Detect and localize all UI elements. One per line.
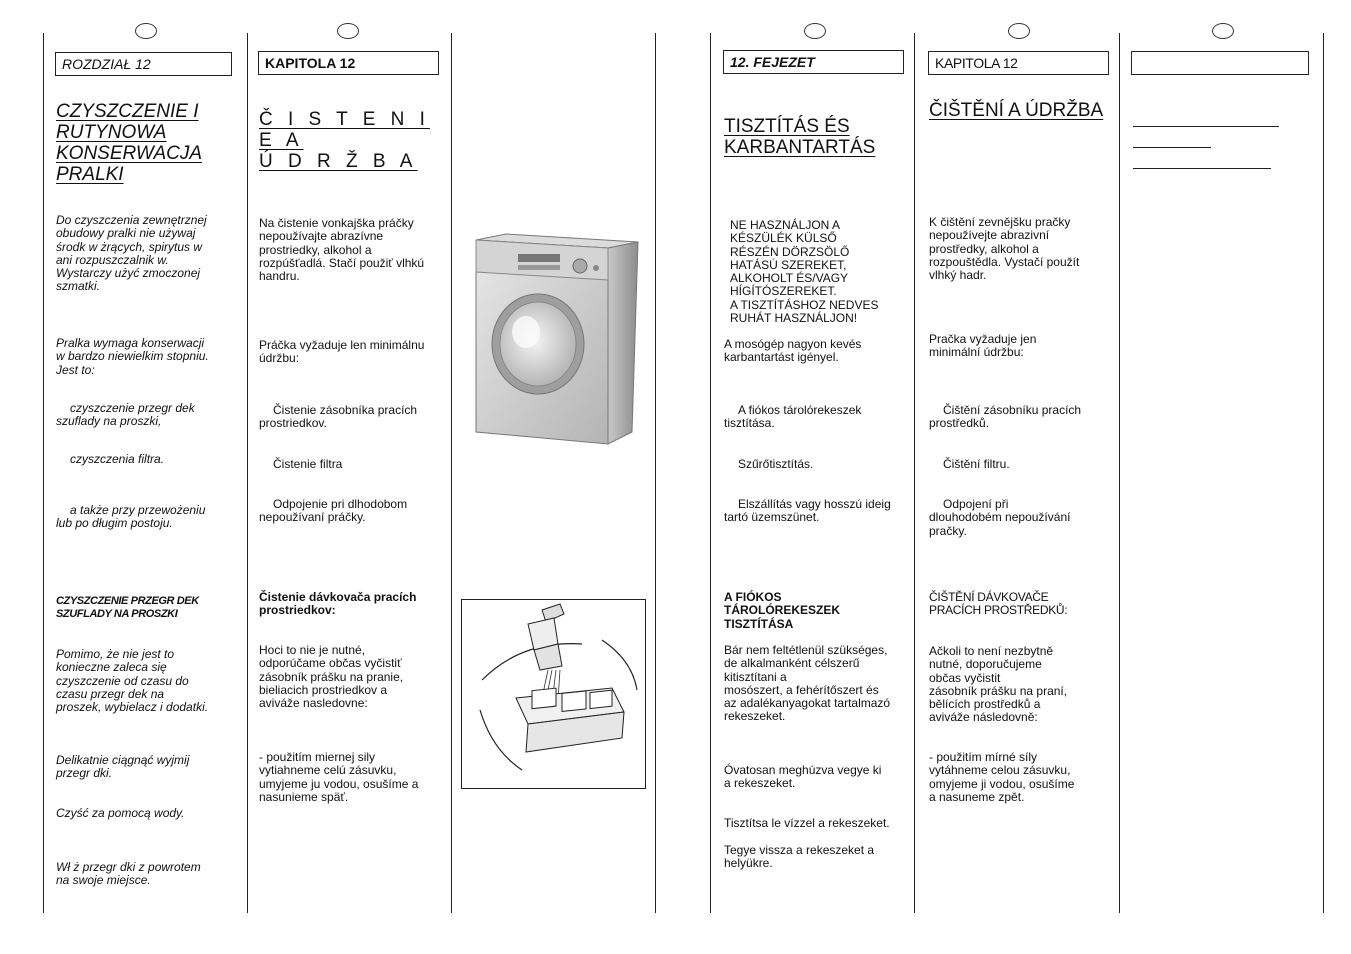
maintenance-paragraph: Práčka vyžaduje len minimálnu údržbu: [259, 338, 425, 366]
maintenance-item: A fiókos tárolórekeszek tisztítása. [724, 403, 862, 431]
blank-line [1133, 147, 1211, 148]
section-title: TISZTÍTÁS ÉS KARBANTARTÁS [724, 116, 876, 158]
washing-machine-illustration [470, 232, 642, 448]
maintenance-item: czyszczenia filtra. [70, 452, 165, 466]
subsection-paragraph: Ačkoli to není nezbytně nutné, doporučujeme občas vyčistit zásobník prášku na praní, bělících prostředků a aviváže následovně: [929, 644, 1068, 725]
column-rule [1119, 33, 1120, 913]
language-marker [1008, 23, 1030, 39]
column-rule [914, 33, 915, 913]
intro-paragraph: K čištění zevnějšku pračky nepoužívejte abrazivní prostředky, alkohol a rozpouštědla. Vystačí použít vlhký hadr. [929, 215, 1080, 283]
instruction-step: Wł ż przegr dki z powrotem na swoje miejsce. [56, 860, 201, 888]
instruction-step: Delikatnie ciągnąć wyjmij przegr dki. [56, 753, 190, 781]
section-title: ČIŠTĚNÍ A ÚDRŽBA [929, 100, 1104, 121]
subsection-paragraph: Pomimo, że nie jest to konieczne zaleca się czyszczenie od czasu do czasu przegr dek na proszek, wybielacz i dodatki. [56, 647, 209, 715]
subsection-heading: Čistenie dávkovača pracích prostriedkov: [259, 590, 417, 618]
language-marker [804, 23, 826, 39]
maintenance-item: Čistenie filtra [273, 457, 343, 471]
instruction-step: Óvatosan meghúzva vegye ki a rekeszeket. [724, 763, 882, 791]
column-rule [710, 33, 711, 913]
language-marker [135, 23, 157, 39]
maintenance-item: Čištění zásobníku pracích prostředků. [929, 403, 1082, 431]
section-title: Č I S T E N I E A Ú D R Ž B A [259, 109, 430, 172]
column-rule [655, 33, 656, 913]
blank-line [1133, 126, 1279, 127]
maintenance-paragraph: Pralka wymaga konserwacji w bardzo niewielkim stopniu. Jest to: [56, 336, 209, 377]
maintenance-item: Odpojenie pri dlhodobom nepoužívaní práčky. [259, 497, 408, 525]
warning-paragraph: NE HASZNÁLJON A KÉSZÜLÉK KÜLSŐ RÉSZÉN DÖRZSÖLŐ HATÁSÚ SZEREKET, ALKOHOLT ÉS/VAGY HÍGÍTÓSZEREKET. A TISZTÍTÁSHOZ NEDVES RUHÁT HASZNÁLJON! [730, 218, 879, 326]
subsection-heading: CZYSZCZENIE PRZEGR DEK SZUFLADY NA PROSZKI [56, 595, 199, 621]
chapter-header: 12. FEJEZET [723, 50, 904, 74]
column-rule [1323, 33, 1324, 913]
section-title: CZYSZCZENIE I RUTYNOWA KONSERWACJA PRALKI [56, 101, 203, 185]
maintenance-item: Elszállítás vagy hosszú ideig tartó üzemszünet. [724, 497, 891, 525]
chapter-header: ROZDZIAŁ 12 [55, 52, 232, 76]
instruction-step: - použitím miernej sily vytiahneme celú zásuvku, umyjeme ju vodou, osušíme a nasunieme späť. [259, 750, 419, 804]
maintenance-item: Szűrőtisztítás. [738, 457, 814, 471]
intro-paragraph: Na čistenie vonkajška práčky nepoužívajte abrazívne prostriedky, alkohol a rozpúšťadlá. Stačí použiť vlhkú handru. [259, 216, 425, 284]
chapter-header: KAPITOLA 12 [258, 51, 439, 75]
drawer-figure-frame [461, 599, 646, 789]
maintenance-item: a także przy przewożeniu lub po długim postoju. [56, 503, 206, 531]
maintenance-item: Odpojení při dlouhodobém nepoužívání pračky. [929, 497, 1071, 538]
instruction-step: Czyść za pomocą wody. [56, 806, 185, 820]
chapter-header: KAPITOLA 12 [928, 51, 1109, 75]
subsection-paragraph: Bár nem feltétlenül szükséges, de alkalmanként célszerű kitisztítani a mosószert, a fehérítőszert és az adalékanyagokat tartalmazó rekeszeket. [724, 643, 891, 724]
maintenance-item: Čištění filtru. [943, 457, 1010, 471]
instruction-step: - použitím mírné síly vytáhneme celou zásuvku, omyjeme ji vodou, osušíme a nasuneme zpět. [929, 750, 1075, 804]
language-marker [337, 23, 359, 39]
maintenance-paragraph: A mosógép nagyon kevés karbantartást igényel. [724, 337, 862, 365]
maintenance-item: Čistenie zásobníka pracích prostriedkov. [259, 403, 418, 431]
subsection-heading: ČIŠTĚNÍ DÁVKOVAČE PRACÍCH PROSTŘEDKŮ: [929, 590, 1068, 618]
subsection-paragraph: Hoci to nie je nutné, odporúčame občas vyčistiť zásobník prášku na pranie, bieliacich prostriedkov a aviváže nasledovne: [259, 643, 404, 711]
maintenance-paragraph: Pračka vyžaduje jen minimální údržbu: [929, 332, 1037, 360]
subsection-heading: A FIÓKOS TÁROLÓREKESZEK TISZTÍTÁSA [724, 590, 841, 631]
maintenance-item: czyszczenie przegr dek szuflady na proszki, [56, 401, 195, 429]
column-rule [43, 33, 44, 913]
blank-line [1133, 168, 1271, 169]
instruction-step: Tisztítsa le vízzel a rekeszeket. [724, 816, 890, 830]
column-rule [247, 33, 248, 913]
column-rule [451, 33, 452, 913]
intro-paragraph: Do czyszczenia zewnętrznej obudowy pralki nie używaj środk w żrących, spirytus w ani rozpuszczalnik w. Wystarczy użyć zmoczonej szmatki. [56, 213, 207, 294]
language-marker [1212, 23, 1234, 39]
detergent-drawer-rinse-illustration [462, 600, 645, 788]
chapter-header [1131, 51, 1309, 75]
instruction-step: Tegye vissza a rekeszeket a helyükre. [724, 843, 875, 871]
